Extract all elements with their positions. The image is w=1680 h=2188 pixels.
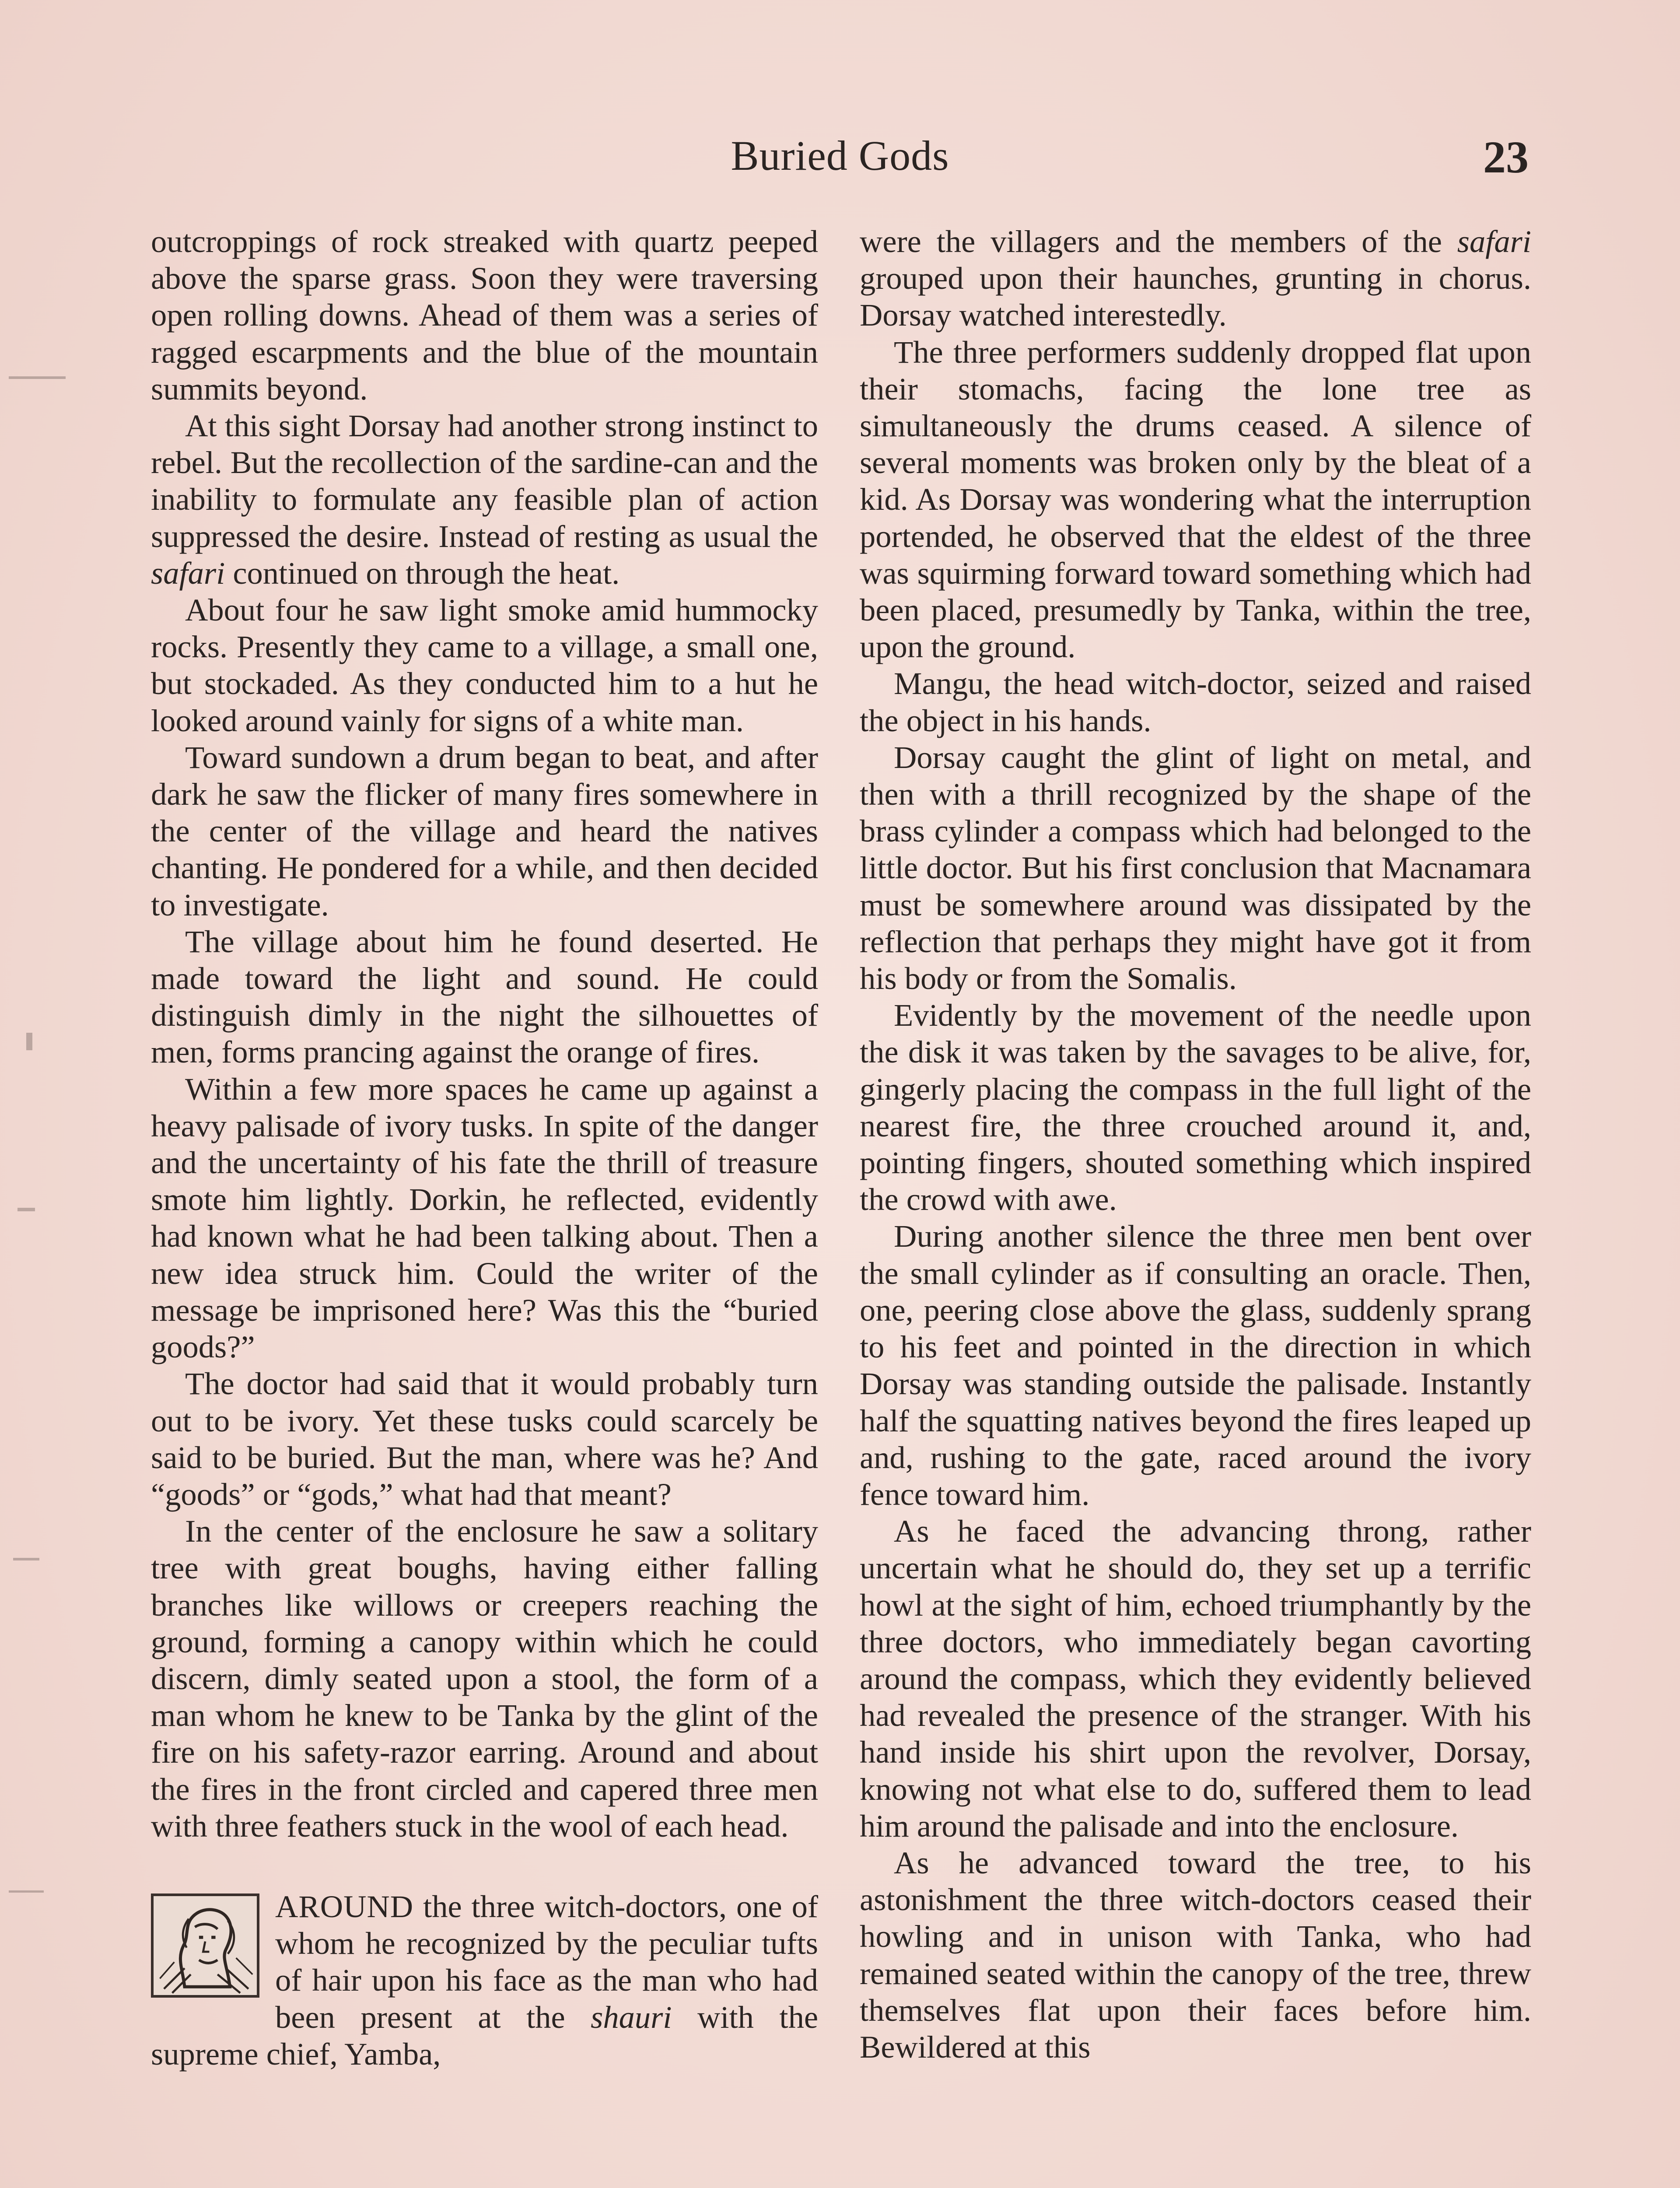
paragraph: Evidently by the movement of the needle upon the disk it was taken by the savages to be alive, for, gingerly placing the compass in the full light of the nearest fire, the three crouched around it, and, pointing fingers, shouted something which inspired the crowd with awe. xyxy=(860,997,1531,1217)
left-column-body xyxy=(151,223,818,1844)
dropcap-portrait-icon xyxy=(151,1893,259,1998)
running-header-title: Buried Gods xyxy=(731,132,949,179)
margin-mark xyxy=(9,376,66,379)
margin-mark xyxy=(9,1890,44,1893)
left-column xyxy=(151,223,818,2072)
paragraph: outcroppings of rock streaked with quartz peeped above the sparse grass. Soon they were traversing open rolling downs. Ahead of them was a series of ragged escarpments and the blue of the mountain summits beyond. xyxy=(151,224,818,407)
paragraph: Toward sundown a drum began to beat, and after dark he saw the flicker of many fires somewhere in the center of the village and heard the natives chanting. He pondered for a while, and then decided to investigate. xyxy=(151,739,818,922)
dropcap-lead-word: AROUND xyxy=(275,1888,414,1924)
dropcap-paragraph-text: the three witch-doctors, one of whom he recognized by the peculiar tufts of hair upon his face as the man who had been present at the shauri with the supreme chief, Yamba, xyxy=(151,1888,818,2072)
paragraph: At this sight Dorsay had another strong instinct to rebel. But the recollection of the sardine-can and the inability to formulate any feasible plan of action suppressed the desire. Instead of resting as usual the safari continued on through the heat. xyxy=(151,408,818,591)
paragraph: As he advanced toward the tree, to his astonishment the three witch-doctors ceased their howling and in unison with Tanka, who had remained seated within the canopy of the tree, threw themselves flat upon their faces before him. Bewildered at this xyxy=(860,1844,1531,2065)
page-number: 23 xyxy=(1483,132,1529,182)
paragraph: Within a few more spaces he came up against a heavy palisade of ivory tusks. In spite of the danger and the uncertainty of his fate the thrill of treasure smote him lightly. Dorkin, he reflected, evidently had known what he had been talking about. Then a new idea struck him. Could the writer of the message be imprisoned here? Was this the “buried goods?” xyxy=(151,1071,818,1365)
margin-mark xyxy=(13,1558,39,1560)
paragraph: The doctor had said that it would probably turn out to be ivory. Yet these tusks could scarcely be said to be buried. But the man, where was he? And “goods” or “gods,” what had that meant? xyxy=(151,1366,818,1512)
paragraph: The three performers suddenly dropped flat upon their stomachs, facing the lone tree as simultaneously the drums ceased. A silence of several moments was broken only by the bleat of a kid. As Dorsay was wondering what the interruption portended, he observed that the eldest of the three was squirming forward toward something which had been placed, presumedly by Tanka, within the tree, upon the ground. xyxy=(860,334,1531,665)
paragraph: Dorsay caught the glint of light on metal, and then with a thrill recognized by the shape of the brass cylinder a compass which had belonged to the little doctor. But his first conclusion that Macnamara must be somewhere around was dissipated by the reflection that perhaps they might have got it from his body or from the Somalis. xyxy=(860,739,1531,996)
margin-mark xyxy=(26,1033,32,1050)
margin-mark xyxy=(18,1208,35,1211)
paragraph: In the center of the enclosure he saw a solitary tree with great boughs, having either falling branches like willows or creepers reaching the ground, forming a canopy within which he could discern, dimly seated upon a stool, the form of a man whom he knew to be Tanka by the glint of the fire on his safety-razor earring. Around and about the fires in the front circled and capered three men with three feathers stuck in the wool of each head. xyxy=(151,1513,818,1844)
paragraph: were the villagers and the members of the safari grouped upon their haunches, grunting in chorus. Dorsay watched interestedly. xyxy=(860,224,1531,333)
paragraph: About four he saw light smoke amid hummocky rocks. Presently they came to a village, a small one, but stockaded. As they conducted him to a hut he looked around vainly for signs of a white man. xyxy=(151,592,818,738)
dropcap-paragraph xyxy=(151,1888,818,2072)
paragraph: As he faced the advancing throng, rather uncertain what he should do, they set up a terrific howl at the sight of him, echoed triumphantly by the three doctors, who immediately began cavorting around the compass, which they evidently believed had revealed the presence of the stranger. With his hand inside his shirt upon the revolver, Dorsay, knowing not what else to do, suffered them to lead him around the palisade and into the enclosure. xyxy=(860,1513,1531,1844)
right-column-body xyxy=(860,223,1531,2065)
paragraph: The village about him he found deserted. He made toward the light and sound. He could distinguish dimly in the night the silhouettes of men, forms prancing against the orange of fires. xyxy=(151,923,818,1070)
paragraph: Mangu, the head witch-doctor, seized and raised the object in his hands. xyxy=(860,666,1531,738)
right-column xyxy=(860,223,1531,2065)
paragraph: During another silence the three men bent over the small cylinder as if consulting an oracle. Then, one, peering close above the glass, suddenly sprang to his feet and pointed in the direction in which Dorsay was standing outside the palisade. Instantly half the squatting natives beyond the fires leaped up and, rushing to the gate, raced around the ivory fence toward him. xyxy=(860,1218,1531,1512)
